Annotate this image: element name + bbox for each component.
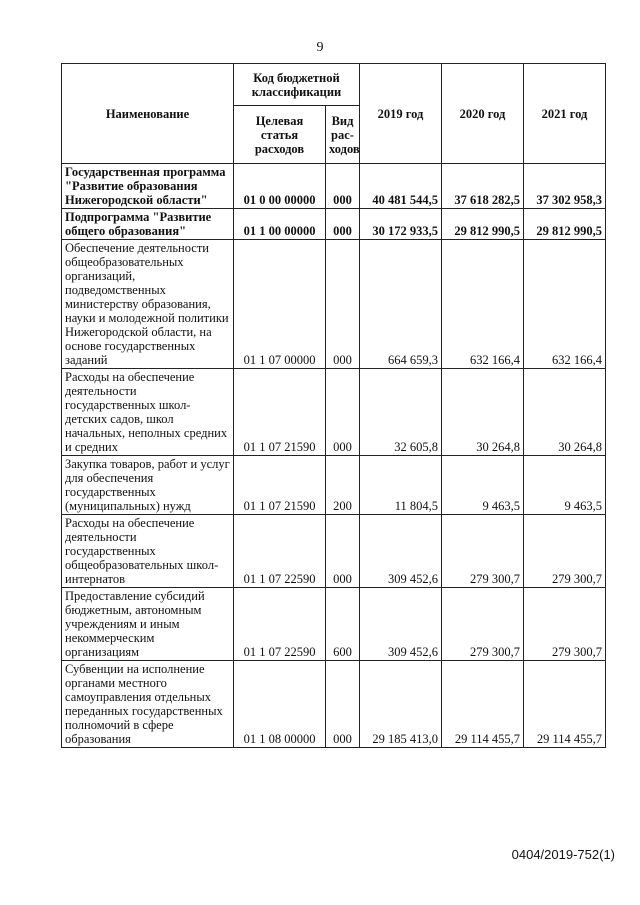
row-name: Закупка товаров, работ и услуг для обеспечения государственных (муниципальных) нужд <box>62 456 234 515</box>
row-kind: 600 <box>326 588 360 661</box>
row-kind: 000 <box>326 661 360 748</box>
row-2019: 40 481 544,5 <box>360 164 442 209</box>
header-target: Целевая статья расходов <box>234 106 326 164</box>
table-row <box>62 240 606 369</box>
row-kind: 000 <box>326 369 360 456</box>
row-name: Предоставление субсидий бюджетным, автономным учреждениям и иным некоммерческим организациям <box>62 588 234 661</box>
header-2020: 2020 год <box>442 64 524 164</box>
row-2021: 29 114 455,7 <box>524 661 606 748</box>
table-row <box>62 164 606 209</box>
table-row <box>62 588 606 661</box>
table-row <box>62 209 606 240</box>
row-kind: 200 <box>326 456 360 515</box>
row-name: Расходы на обеспечение деятельности государственных школ-детских садов, школ начальных, неполных средних и средних <box>62 369 234 456</box>
row-2021: 279 300,7 <box>524 588 606 661</box>
row-code: 01 1 08 00000 <box>234 661 326 748</box>
row-2020: 29 812 990,5 <box>442 209 524 240</box>
row-code: 01 1 07 21590 <box>234 369 326 456</box>
budget-table <box>61 63 606 748</box>
row-2020: 279 300,7 <box>442 588 524 661</box>
table-row <box>62 369 606 456</box>
row-2020: 29 114 455,7 <box>442 661 524 748</box>
row-name: Субвенции на исполнение органами местного самоуправления отдельных переданных государственных полномочий в сфере образования <box>62 661 234 748</box>
row-2020: 9 463,5 <box>442 456 524 515</box>
row-code: 01 1 07 22590 <box>234 588 326 661</box>
row-2019: 11 804,5 <box>360 456 442 515</box>
row-name: Обеспечение деятельности общеобразовательных организаций, подведомственных министерству образования, науки и молодежной политики Нижегородской области, на основе государственных заданий <box>62 240 234 369</box>
header-code-group: Код бюджетной классификации <box>234 64 360 106</box>
header-kind: Вид рас- ходов <box>326 106 360 164</box>
table-row <box>62 515 606 588</box>
document-id: 0404/2019-752(1) <box>511 847 615 862</box>
row-code: 01 1 07 22590 <box>234 515 326 588</box>
row-2021: 279 300,7 <box>524 515 606 588</box>
row-2021: 37 302 958,3 <box>524 164 606 209</box>
row-2021: 30 264,8 <box>524 369 606 456</box>
row-code: 01 1 00 00000 <box>234 209 326 240</box>
row-code: 01 1 07 21590 <box>234 456 326 515</box>
row-code: 01 0 00 00000 <box>234 164 326 209</box>
row-2019: 309 452,6 <box>360 515 442 588</box>
header-2021: 2021 год <box>524 64 606 164</box>
table-row <box>62 661 606 748</box>
page-number: 9 <box>316 40 324 55</box>
table-row <box>62 456 606 515</box>
row-2019: 29 185 413,0 <box>360 661 442 748</box>
row-2019: 32 605,8 <box>360 369 442 456</box>
row-2020: 632 166,4 <box>442 240 524 369</box>
row-name: Государственная программа "Развитие образования Нижегородской области" <box>62 164 234 209</box>
row-2021: 9 463,5 <box>524 456 606 515</box>
row-2021: 632 166,4 <box>524 240 606 369</box>
row-kind: 000 <box>326 240 360 369</box>
row-2021: 29 812 990,5 <box>524 209 606 240</box>
row-kind: 000 <box>326 209 360 240</box>
row-2019: 30 172 933,5 <box>360 209 442 240</box>
header-2019: 2019 год <box>360 64 442 164</box>
row-2020: 279 300,7 <box>442 515 524 588</box>
row-name: Расходы на обеспечение деятельности государственных общеобразовательных школ-интернатов <box>62 515 234 588</box>
row-2020: 30 264,8 <box>442 369 524 456</box>
row-kind: 000 <box>326 515 360 588</box>
header-name: Наименование <box>62 64 234 164</box>
row-kind: 000 <box>326 164 360 209</box>
row-code: 01 1 07 00000 <box>234 240 326 369</box>
row-name: Подпрограмма "Развитие общего образования" <box>62 209 234 240</box>
row-2020: 37 618 282,5 <box>442 164 524 209</box>
row-2019: 664 659,3 <box>360 240 442 369</box>
row-2019: 309 452,6 <box>360 588 442 661</box>
